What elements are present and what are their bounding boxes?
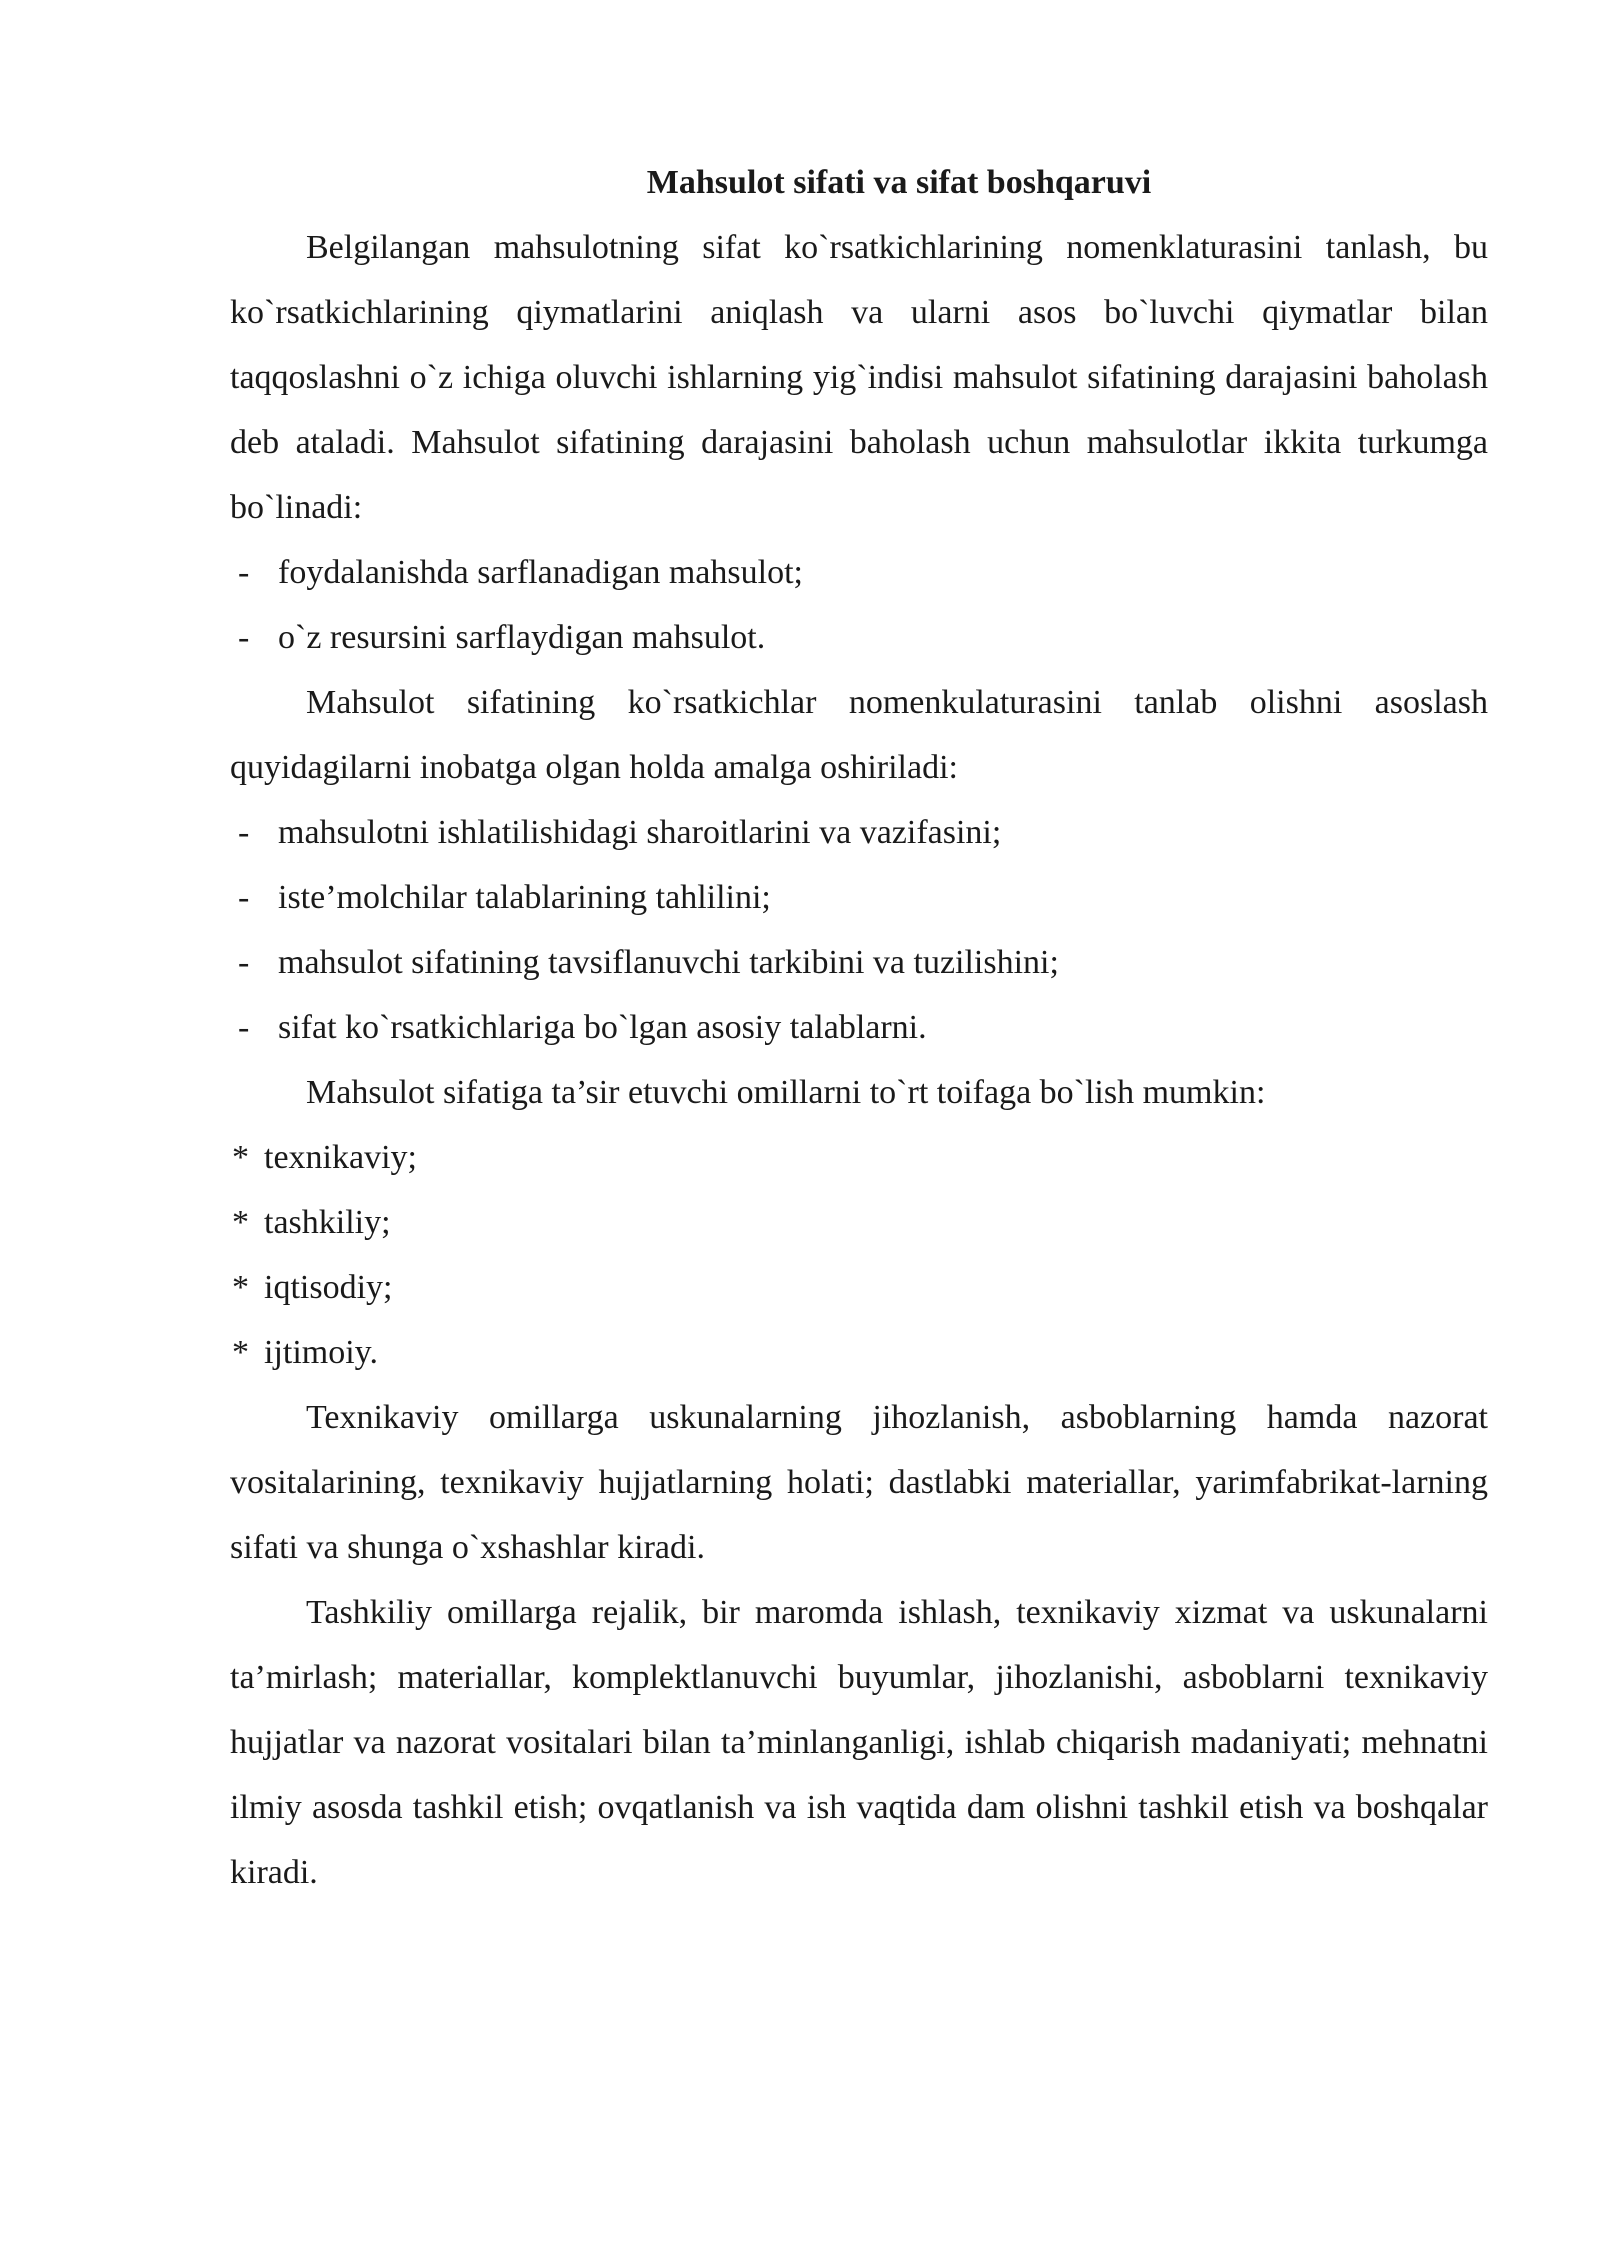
- list-marker: -: [238, 879, 250, 916]
- selection-criteria-list: [230, 800, 1488, 1060]
- list-item-text: mahsulotni ishlatilishidagi sharoitlarini va vazifasini;: [278, 814, 1002, 851]
- list-item-text: o`z resursini sarflaydigan mahsulot.: [278, 619, 766, 656]
- paragraph-4: Texnikaviy omillarga uskunalarning jihozlanish, asboblarning hamda nazorat vositalarining, texnikaviy hujjatlarning holati; dastlabki materiallar, yarimfabrikat-larning sifati va shunga o`xshashlar kiradi.: [230, 1399, 1488, 1566]
- list-item: [230, 930, 1488, 995]
- list-item: [230, 995, 1488, 1060]
- document-page: [230, 150, 1488, 1905]
- list-item-text: sifat ko`rsatkichlariga bo`lgan asosiy talablarni.: [278, 1009, 927, 1046]
- list-item: [230, 1255, 1488, 1320]
- list-marker: -: [238, 554, 250, 591]
- list-item: [230, 1125, 1488, 1190]
- list-marker: *: [232, 1139, 249, 1176]
- paragraph-2: Mahsulot sifatining ko`rsatkichlar nomenkulaturasini tanlab olishni asoslash quyidagilarni inobatga olgan holda amalga oshiriladi:: [230, 684, 1488, 786]
- factor-category-list: [230, 1125, 1488, 1385]
- list-item: [230, 800, 1488, 865]
- paragraph-1: Belgilangan mahsulotning sifat ko`rsatkichlarining nomenklaturasini tanlash, bu ko`rsatkichlarining qiymatlarini aniqlash va ularni asos bo`luvchi qiymatlar bilan taqqoslashni o`z ichiga oluvchi ishlarning yig`indisi mahsulot sifatining darajasini baholash deb ataladi. Mahsulot sifatining darajasini baholash uchun mahsulotlar ikkita turkumga bo`linadi:: [230, 229, 1488, 526]
- document-title: Mahsulot sifati va sifat boshqaruvi: [646, 164, 1152, 201]
- list-item: [230, 540, 1488, 605]
- list-item-text: mahsulot sifatining tavsiflanuvchi tarkibini va tuzilishini;: [278, 944, 1059, 981]
- list-marker: -: [238, 619, 250, 656]
- list-marker: *: [232, 1204, 249, 1241]
- list-item: [230, 1190, 1488, 1255]
- list-item: [230, 605, 1488, 670]
- list-item-text: texnikaviy;: [264, 1139, 417, 1176]
- list-item-text: iste’molchilar talablarining tahlilini;: [278, 879, 771, 916]
- list-marker: -: [238, 814, 250, 851]
- list-item-text: ijtimoiy.: [264, 1334, 378, 1371]
- paragraph-3: Mahsulot sifatiga ta’sir etuvchi omillarni to`rt toifaga bo`lish mumkin:: [306, 1074, 1266, 1111]
- list-marker: *: [232, 1334, 249, 1371]
- list-marker: -: [238, 1009, 250, 1046]
- paragraph-5: Tashkiliy omillarga rejalik, bir maromda ishlash, texnikaviy xizmat va uskunalarni ta’mirlash; materiallar, komplektlanuvchi buyumlar, jihozlanishi, asboblarni texnikaviy hujjatlar va nazorat vositalari bilan ta’minlanganligi, ishlab chiqarish madaniyati; mehnatni ilmiy asosda tashkil etish; ovqatlanish va ish vaqtida dam olishni tashkil etish va boshqalar kiradi.: [230, 1594, 1488, 1891]
- list-marker: *: [232, 1269, 249, 1306]
- list-marker: -: [238, 944, 250, 981]
- consumption-type-list: [230, 540, 1488, 670]
- list-item: [230, 865, 1488, 930]
- list-item-text: foydalanishda sarflanadigan mahsulot;: [278, 554, 803, 591]
- list-item-text: iqtisodiy;: [264, 1269, 393, 1306]
- list-item: [230, 1320, 1488, 1385]
- list-item-text: tashkiliy;: [264, 1204, 391, 1241]
